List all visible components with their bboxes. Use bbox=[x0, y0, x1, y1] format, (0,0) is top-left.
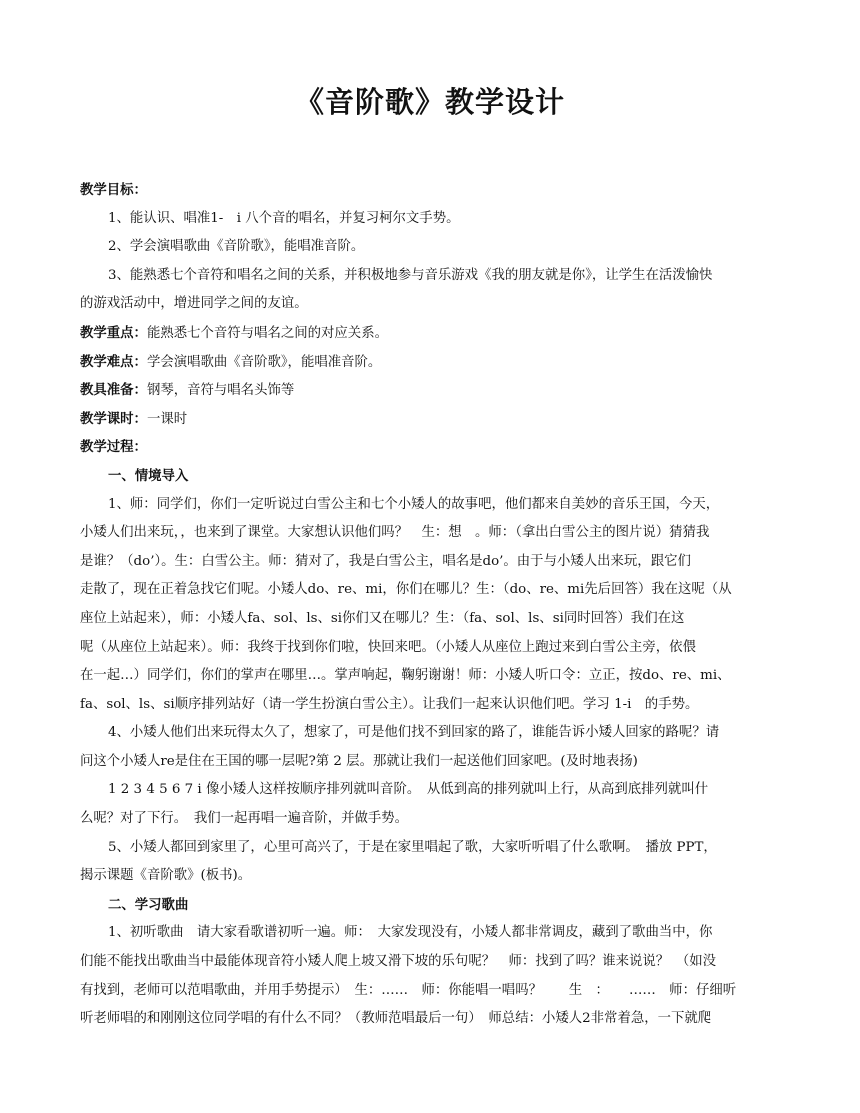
paragraph-line: 小矮人们出来玩，，也来到了课堂。大家想认识他们吗？ 生：想 。师：（拿出白雪公主的图片说）猜猜我 bbox=[80, 525, 710, 541]
objective-item: 1、能认识、唱准1- i 八个音的唱名，并复习柯尔文手势。 bbox=[108, 210, 460, 226]
document-body bbox=[80, 176, 780, 1034]
objective-item: 3、能熟悉七个音符和唱名之间的关系，并积极地参与音乐游戏《我的朋友就是你》，让学生在活泼愉快 bbox=[108, 267, 713, 283]
hours-text: 一课时 bbox=[146, 411, 188, 427]
objective-item-continuation: 的游戏活动中，增进同学之间的友谊。 bbox=[80, 296, 308, 312]
tools-row bbox=[80, 376, 780, 405]
tools-label: 教具准备： bbox=[80, 382, 147, 399]
hours-label: 教学课时： bbox=[80, 410, 147, 427]
paragraph-line: 们能不能找出歌曲当中最能体现音符小矮人爬上坡又滑下坡的乐句呢？ 师：找到了吗？谁来说说？ （如没 bbox=[80, 954, 717, 970]
difficulty-label: 教学难点： bbox=[80, 353, 147, 370]
paragraph-line: 座位上站起来），师：小矮人fa、sol、ls、si你们又在哪儿？生：（fa、sol、ls、si同时回答）我们在这 bbox=[80, 610, 685, 626]
key-point-label: 教学重点： bbox=[80, 324, 147, 341]
paragraph-line: 呢（从座位上站起来）。师：我终于找到你们啦，快回来吧。（小矮人从座位上跑过来到白雪公主旁，依偎 bbox=[80, 639, 696, 655]
tools-text: 钢琴，音符与唱名头饰等 bbox=[146, 383, 295, 399]
section-heading: 二、学习歌曲 bbox=[108, 896, 189, 913]
section-heading: 一、情境导入 bbox=[108, 467, 189, 484]
paragraph-line: 走散了，现在正着急找它们呢。小矮人do、re、mi，你们在哪儿？生：（do、re、mi先后回答）我在这呢（从 bbox=[80, 582, 732, 598]
paragraph-line: 是谁？（do’）。生：白雪公主。师：猜对了，我是白雪公主，唱名是do’。由于与小矮人出来玩，跟它们 bbox=[80, 553, 691, 569]
objectives-heading: 教学目标： bbox=[80, 182, 147, 198]
paragraph-line: 4、小矮人他们出来玩得太久了，想家了，可是他们找不到回家的路了，谁能告诉小矮人回家的路呢？请 bbox=[108, 725, 720, 741]
hours-row bbox=[80, 405, 780, 434]
paragraph-line: 5、小矮人都回到家里了，心里可高兴了，于是在家里唱起了歌，大家听听唱了什么歌啊。 播放 PPT， bbox=[108, 839, 717, 855]
paragraph-line: 有找到，老师可以范唱歌曲，并用手势提示） 生：…… 师：你能唱一唱吗？ 生 ： …… 师：仔细听 bbox=[80, 982, 737, 998]
paragraph-line: 1 2 3 4 5 6 7 i 像小矮人这样按顺序排列就叫音阶。 从低到高的排列就叫上行，从高到底排列就叫什 bbox=[108, 782, 709, 798]
key-point-row bbox=[80, 319, 780, 348]
paragraph-line: 1、初听歌曲 请大家看歌谱初听一遍。师： 大家发现没有，小矮人都非常调皮，藏到了歌曲当中，你 bbox=[108, 925, 713, 941]
objective-item: 2、学会演唱歌曲《音阶歌》，能唱准音阶。 bbox=[108, 239, 365, 255]
paragraph-line: 在一起…）同学们，你们的掌声在哪里…。掌声响起，鞠躬谢谢！师：小矮人听口令：立正，按do、re、mi、 bbox=[80, 668, 731, 684]
difficulty-row bbox=[80, 348, 780, 377]
document-title: 《音阶歌》教学设计 bbox=[294, 85, 565, 119]
difficulty-text: 学会演唱歌曲《音阶歌》，能唱准音阶。 bbox=[146, 354, 382, 370]
key-point-text: 能熟悉七个音符与唱名之间的对应关系。 bbox=[146, 325, 388, 341]
paragraph-line: fa、sol、ls、si顺序排列站好（请一学生扮演白雪公主）。让我们一起来认识他们吧。学习 1-i 的手势。 bbox=[80, 696, 699, 712]
paragraph-line: 问这个小矮人re是住在王国的哪一层呢?第 2 层。那就让我们一起送他们回家吧。(及时地表扬) bbox=[80, 753, 638, 769]
process-heading: 教学过程： bbox=[80, 439, 147, 456]
paragraph-line: 么呢？对了下行。 我们一起再唱一遍音阶，并做手势。 bbox=[80, 811, 409, 827]
paragraph-line: 听老师唱的和刚刚这位同学唱的有什么不同？（教师范唱最后一句） 师总结：小矮人2非常着急，一下就爬 bbox=[80, 1011, 712, 1027]
paragraph-line: 揭示课题《音阶歌》(板书)。 bbox=[80, 868, 252, 884]
paragraph-line: 1、师：同学们，你们一定听说过白雪公主和七个小矮人的故事吧，他们都来自美妙的音乐王国，今天， bbox=[108, 496, 720, 512]
